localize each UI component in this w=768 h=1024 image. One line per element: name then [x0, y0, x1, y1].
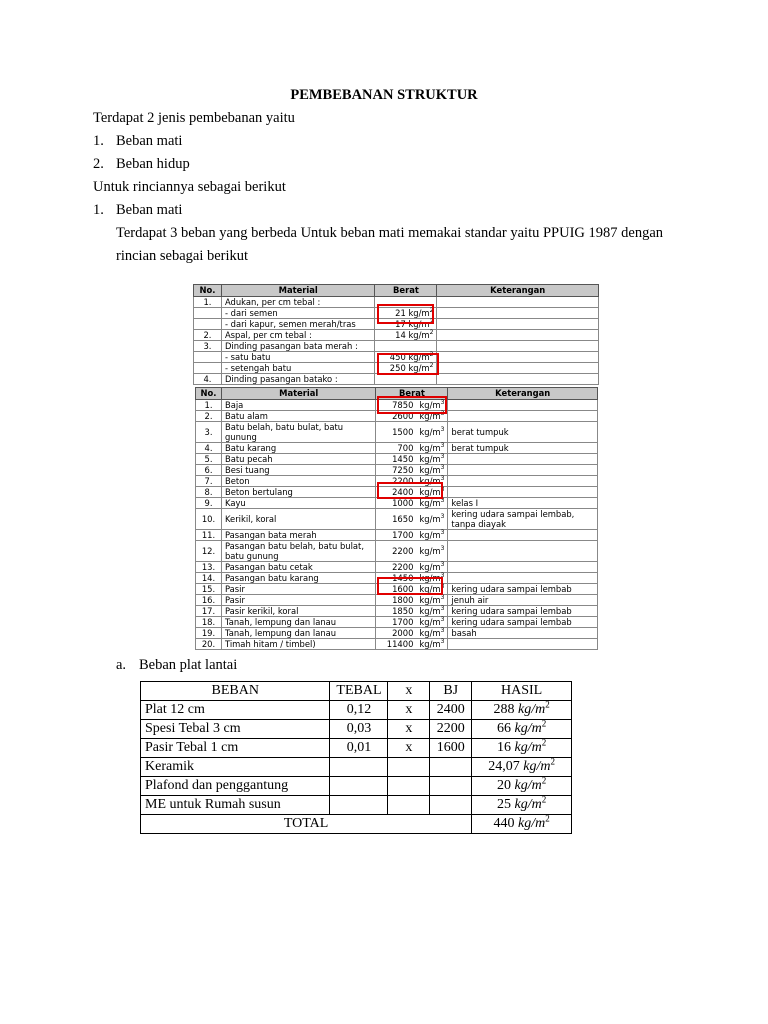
table-row: [196, 454, 598, 465]
berat-value: 2600: [392, 411, 414, 421]
table-row: [141, 758, 572, 777]
cell-material: Timah hitam / timbel): [221, 639, 375, 650]
cell-material: Batu belah, batu bulat, batu gunung: [221, 422, 375, 443]
cell-keterangan: [437, 341, 599, 352]
berat-value: 2400: [392, 487, 414, 497]
hasil-value: 288: [493, 702, 515, 717]
cell-keterangan: [448, 530, 598, 541]
cell-keterangan: kering udara sampai lembab, tanpa diayak: [448, 509, 598, 530]
cell-material: Pasangan bata merah: [221, 530, 375, 541]
highlight-box: [377, 482, 443, 499]
cell-no: 10.: [196, 509, 222, 530]
cell-keterangan: [437, 319, 599, 330]
cell-no: 16.: [196, 595, 222, 606]
unit-label: $kg/m^2$: [514, 794, 547, 812]
cell-berat: 1450 $kg/m^3$: [376, 573, 448, 584]
material-table-b: [195, 387, 598, 650]
table-row: [196, 595, 598, 606]
col-header: x: [388, 682, 430, 701]
cell-hasil: [472, 758, 572, 777]
berat-value: 1850: [392, 606, 414, 616]
table-row: [141, 701, 572, 720]
col-header: Berat: [375, 285, 437, 297]
col-header: Keterangan: [437, 285, 599, 297]
hasil-value: 24,07: [488, 759, 520, 774]
list-text: Beban hidup: [116, 156, 190, 172]
berat-value: 2000: [392, 628, 414, 638]
cell-x: x: [388, 720, 430, 739]
cell-beban: Plafond dan penggantung: [141, 777, 330, 796]
cell-berat: 1000 $kg/m^3$: [376, 498, 448, 509]
berat-value: 1700: [392, 530, 414, 540]
cell-no: 1.: [194, 297, 222, 308]
highlight-box: [377, 353, 439, 375]
cell-material: Dinding pasangan bata merah :: [221, 341, 375, 352]
cell-keterangan: [437, 308, 599, 319]
cell-berat: 1600 $kg/m^3$: [376, 584, 448, 595]
berat-value: 250 kg/m: [389, 363, 430, 373]
cell-no: 19.: [196, 628, 222, 639]
berat-unit: kg/m: [419, 606, 441, 616]
section-number: 1.: [93, 202, 104, 218]
unit-label: $kg/m^2$: [514, 718, 547, 736]
cell-tebal: 0,12: [330, 701, 388, 720]
cell-beban: Spesi Tebal 3 cm: [141, 720, 330, 739]
berat-unit: kg/m: [419, 530, 441, 540]
total-value-cell: [472, 815, 572, 834]
table-row: [141, 739, 572, 758]
unit-label: $kg/m^2$: [514, 737, 547, 755]
col-header: BEBAN: [141, 682, 330, 701]
cell-keterangan: [448, 400, 598, 411]
col-header: BJ: [430, 682, 472, 701]
berat-unit: kg/m: [419, 443, 441, 453]
cell-no: 17.: [196, 606, 222, 617]
table-row: [196, 606, 598, 617]
berat-value: 1450: [392, 573, 414, 583]
cell-material: - satu batu: [221, 352, 375, 363]
subsection-text: Beban plat lantai: [139, 657, 238, 673]
berat-unit: kg/m: [419, 465, 441, 475]
berat-value: 1600: [392, 584, 414, 594]
berat-unit: kg/m: [419, 411, 441, 421]
col-header: No.: [196, 388, 222, 400]
cell-material: Pasangan batu karang: [221, 573, 375, 584]
table-row: [196, 628, 598, 639]
cell-tebal: 0,01: [330, 739, 388, 758]
cell-keterangan: kering udara sampai lembab: [448, 606, 598, 617]
paragraph-line: Terdapat 3 beban yang berbeda Untuk beban mati memakai standar yaitu PPUIG 1987 dengan: [116, 225, 663, 241]
berat-unit: kg/m: [419, 498, 441, 508]
section-text: Beban mati: [116, 202, 183, 218]
list-number: 2.: [93, 156, 104, 172]
cell-material: Beton: [221, 476, 375, 487]
cell-no: 6.: [196, 465, 222, 476]
berat-value: 1450: [392, 454, 414, 464]
cell-no: 4.: [196, 443, 222, 454]
col-header: TEBAL: [330, 682, 388, 701]
cell-berat: 250 $kg/m^2$: [375, 363, 437, 374]
cell-material: Besi tuang: [221, 465, 375, 476]
berat-value: 1700: [392, 617, 414, 627]
cell-berat: 1800 $kg/m^3$: [376, 595, 448, 606]
hasil-value: 20: [496, 778, 511, 793]
cell-no: 3.: [196, 422, 222, 443]
berat-unit: kg/m: [419, 427, 441, 437]
cell-no: 1.: [196, 400, 222, 411]
table-row: [196, 509, 598, 530]
table-row: [194, 374, 599, 385]
list-text: Beban mati: [116, 133, 183, 149]
cell-tebal: [330, 777, 388, 796]
cell-material: Pasangan batu belah, batu bulat, batu gunung: [221, 541, 375, 562]
table-row: [194, 330, 599, 341]
cell-no: 5.: [196, 454, 222, 465]
berat-value: 7250: [392, 465, 414, 475]
highlight-box: [377, 304, 434, 324]
cell-berat: 2600 $kg/m^3$: [376, 411, 448, 422]
cell-no: 20.: [196, 639, 222, 650]
cell-x: x: [388, 739, 430, 758]
table-row: [194, 341, 599, 352]
cell-berat: 2200 $kg/m^3$: [376, 541, 448, 562]
list-number: 1.: [93, 133, 104, 149]
cell-no: [194, 363, 222, 374]
cell-keterangan: [448, 573, 598, 584]
berat-unit: kg/m: [419, 573, 441, 583]
hasil-value: 16: [496, 740, 511, 755]
berat-unit: kg/m: [419, 454, 441, 464]
unit-label: $kg/m^2$: [517, 699, 550, 717]
cell-bj: 2400: [430, 701, 472, 720]
cell-material: Pasir kerikil, koral: [221, 606, 375, 617]
cell-material: - dari kapur, semen merah/tras: [221, 319, 375, 330]
subsection-heading: [116, 657, 238, 674]
cell-beban: Plat 12 cm: [141, 701, 330, 720]
cell-material: Baja: [221, 400, 375, 411]
berat-value: 2200: [392, 546, 414, 556]
berat-value: 450 kg/m: [389, 352, 430, 362]
col-header: HASIL: [472, 682, 572, 701]
cell-no: 18.: [196, 617, 222, 628]
section-heading: [93, 202, 183, 219]
cell-no: [194, 319, 222, 330]
intro-text: Terdapat 2 jenis pembebanan yaitu: [93, 110, 295, 126]
table-row: [196, 617, 598, 628]
cell-berat: 1650 $kg/m^3$: [376, 509, 448, 530]
cell-berat: 7250 $kg/m^3$: [376, 465, 448, 476]
cell-keterangan: kering udara sampai lembab: [448, 617, 598, 628]
cell-keterangan: kelas I: [448, 498, 598, 509]
list-item: [93, 156, 190, 173]
cell-berat: 1500 $kg/m^3$: [376, 422, 448, 443]
cell-keterangan: [437, 297, 599, 308]
cell-tebal: [330, 796, 388, 815]
cell-x: [388, 796, 430, 815]
berat-value: 11400: [386, 639, 414, 649]
cell-berat: [375, 374, 437, 385]
cell-hasil: [472, 720, 572, 739]
cell-tebal: 0,03: [330, 720, 388, 739]
detail-intro: Untuk rinciannya sebagai berikut: [93, 179, 286, 195]
berat-value: 1650: [392, 514, 414, 524]
cell-material: Pasir: [221, 595, 375, 606]
berat-unit: kg/m: [419, 595, 441, 605]
cell-no: 4.: [194, 374, 222, 385]
cell-berat: 2200 $kg/m^3$: [376, 476, 448, 487]
cell-berat: 2400 $kg/m^3$: [376, 487, 448, 498]
cell-no: 15.: [196, 584, 222, 595]
cell-keterangan: [448, 454, 598, 465]
cell-bj: [430, 758, 472, 777]
unit-label: $kg/m^2$: [517, 813, 550, 831]
cell-berat: 1700 $kg/m^3$: [376, 530, 448, 541]
cell-no: [194, 352, 222, 363]
cell-no: 2.: [194, 330, 222, 341]
berat-unit: kg/m: [419, 546, 441, 556]
cell-hasil: [472, 777, 572, 796]
hasil-value: 25: [496, 797, 511, 812]
table-row: [196, 465, 598, 476]
cell-keterangan: [448, 562, 598, 573]
berat-unit: kg/m: [419, 562, 441, 572]
total-value: 440: [493, 816, 515, 831]
berat-unit: kg/m: [419, 639, 441, 649]
cell-keterangan: basah: [448, 628, 598, 639]
cell-hasil: [472, 701, 572, 720]
cell-material: Batu pecah: [221, 454, 375, 465]
cell-berat: 700 $kg/m^3$: [376, 443, 448, 454]
cell-keterangan: [448, 476, 598, 487]
cell-berat: 2000 $kg/m^3$: [376, 628, 448, 639]
highlight-box: [377, 396, 447, 414]
berat-unit: kg/m: [419, 514, 441, 524]
cell-berat: 14 $kg/m^2$: [375, 330, 437, 341]
cell-keterangan: berat tumpuk: [448, 443, 598, 454]
cell-material: Dinding pasangan batako :: [221, 374, 375, 385]
cell-material: Adukan, per cm tebal :: [221, 297, 375, 308]
hasil-value: 66: [496, 721, 511, 736]
cell-berat: 450 $kg/m^2$: [375, 352, 437, 363]
cell-keterangan: [437, 374, 599, 385]
berat-value: 21 kg/m: [395, 308, 430, 318]
cell-keterangan: [437, 363, 599, 374]
cell-bj: [430, 777, 472, 796]
cell-bj: [430, 796, 472, 815]
col-header: Material: [221, 285, 375, 297]
cell-no: 2.: [196, 411, 222, 422]
berat-value: 7850: [392, 400, 414, 410]
berat-value: 2200: [392, 476, 414, 486]
berat-value: 17 kg/m: [395, 319, 430, 329]
cell-no: 8.: [196, 487, 222, 498]
cell-x: x: [388, 701, 430, 720]
table-row: [196, 498, 598, 509]
cell-no: 13.: [196, 562, 222, 573]
unit-label: $kg/m^2$: [514, 775, 547, 793]
cell-keterangan: [437, 352, 599, 363]
cell-no: 7.: [196, 476, 222, 487]
table-row: [196, 422, 598, 443]
cell-keterangan: [437, 330, 599, 341]
table-row: [196, 541, 598, 562]
table-row: [141, 777, 572, 796]
cell-keterangan: [448, 541, 598, 562]
highlight-box: [377, 577, 443, 595]
cell-material: Batu karang: [221, 443, 375, 454]
cell-material: Tanah, lempung dan lanau: [221, 628, 375, 639]
table-row: [196, 639, 598, 650]
cell-keterangan: jenuh air: [448, 595, 598, 606]
cell-material: - setengah batu: [221, 363, 375, 374]
list-item: [93, 133, 183, 150]
cell-keterangan: kering udara sampai lembab: [448, 584, 598, 595]
cell-material: - dari semen: [221, 308, 375, 319]
cell-berat: 21 $kg/m^2$: [375, 308, 437, 319]
cell-beban: Keramik: [141, 758, 330, 777]
table-row: [141, 796, 572, 815]
cell-berat: 7850 $kg/m^3$: [376, 400, 448, 411]
cell-material: Kerikil, koral: [221, 509, 375, 530]
berat-value: 1500: [392, 427, 414, 437]
table-row: [196, 562, 598, 573]
table-row: [196, 530, 598, 541]
table-row: [141, 720, 572, 739]
cell-material: Beton bertulang: [221, 487, 375, 498]
cell-beban: Pasir Tebal 1 cm: [141, 739, 330, 758]
cell-berat: 1450 $kg/m^3$: [376, 454, 448, 465]
cell-berat: 2200 $kg/m^3$: [376, 562, 448, 573]
paragraph-line: rincian sebagai berikut: [116, 248, 249, 264]
cell-berat: 1850 $kg/m^3$: [376, 606, 448, 617]
beban-plat-lantai-table: [140, 681, 572, 834]
cell-bj: 1600: [430, 739, 472, 758]
total-label: TOTAL: [141, 815, 472, 834]
table-row: [196, 443, 598, 454]
col-header: No.: [194, 285, 222, 297]
cell-tebal: [330, 758, 388, 777]
cell-keterangan: [448, 487, 598, 498]
col-header: Material: [221, 388, 375, 400]
cell-material: Kayu: [221, 498, 375, 509]
cell-keterangan: [448, 411, 598, 422]
berat-value: 1000: [392, 498, 414, 508]
cell-material: Batu alam: [221, 411, 375, 422]
cell-no: 14.: [196, 573, 222, 584]
cell-keterangan: berat tumpuk: [448, 422, 598, 443]
cell-beban: ME untuk Rumah susun: [141, 796, 330, 815]
cell-material: Tanah, lempung dan lanau: [221, 617, 375, 628]
col-header: Berat: [376, 388, 448, 400]
berat-value: 1800: [392, 595, 414, 605]
berat-unit: kg/m: [419, 400, 441, 410]
cell-keterangan: [448, 465, 598, 476]
berat-unit: kg/m: [419, 617, 441, 627]
cell-no: [194, 308, 222, 319]
cell-no: 9.: [196, 498, 222, 509]
cell-berat: 17 $kg/m^2$: [375, 319, 437, 330]
berat-value: 700: [397, 443, 414, 453]
berat-unit: kg/m: [419, 487, 441, 497]
unit-label: $kg/m^2$: [523, 756, 555, 774]
cell-berat: 1700 $kg/m^3$: [376, 617, 448, 628]
cell-material: Pasangan batu cetak: [221, 562, 375, 573]
cell-no: 3.: [194, 341, 222, 352]
cell-berat: 11400 $kg/m^3$: [376, 639, 448, 650]
cell-material: Pasir: [221, 584, 375, 595]
cell-x: [388, 758, 430, 777]
cell-hasil: [472, 739, 572, 758]
cell-material: Aspal, per cm tebal :: [221, 330, 375, 341]
cell-keterangan: [448, 639, 598, 650]
cell-bj: 2200: [430, 720, 472, 739]
page-title: PEMBEBANAN STRUKTUR: [290, 87, 478, 103]
cell-no: 11.: [196, 530, 222, 541]
berat-value: 2200: [392, 562, 414, 572]
cell-x: [388, 777, 430, 796]
berat-unit: kg/m: [419, 584, 441, 594]
cell-no: 12.: [196, 541, 222, 562]
cell-hasil: [472, 796, 572, 815]
berat-value: 14 kg/m: [395, 330, 430, 340]
subsection-letter: a.: [116, 657, 127, 673]
berat-unit: kg/m: [419, 628, 441, 638]
cell-berat: [375, 341, 437, 352]
col-header: Keterangan: [448, 388, 598, 400]
berat-unit: kg/m: [419, 476, 441, 486]
